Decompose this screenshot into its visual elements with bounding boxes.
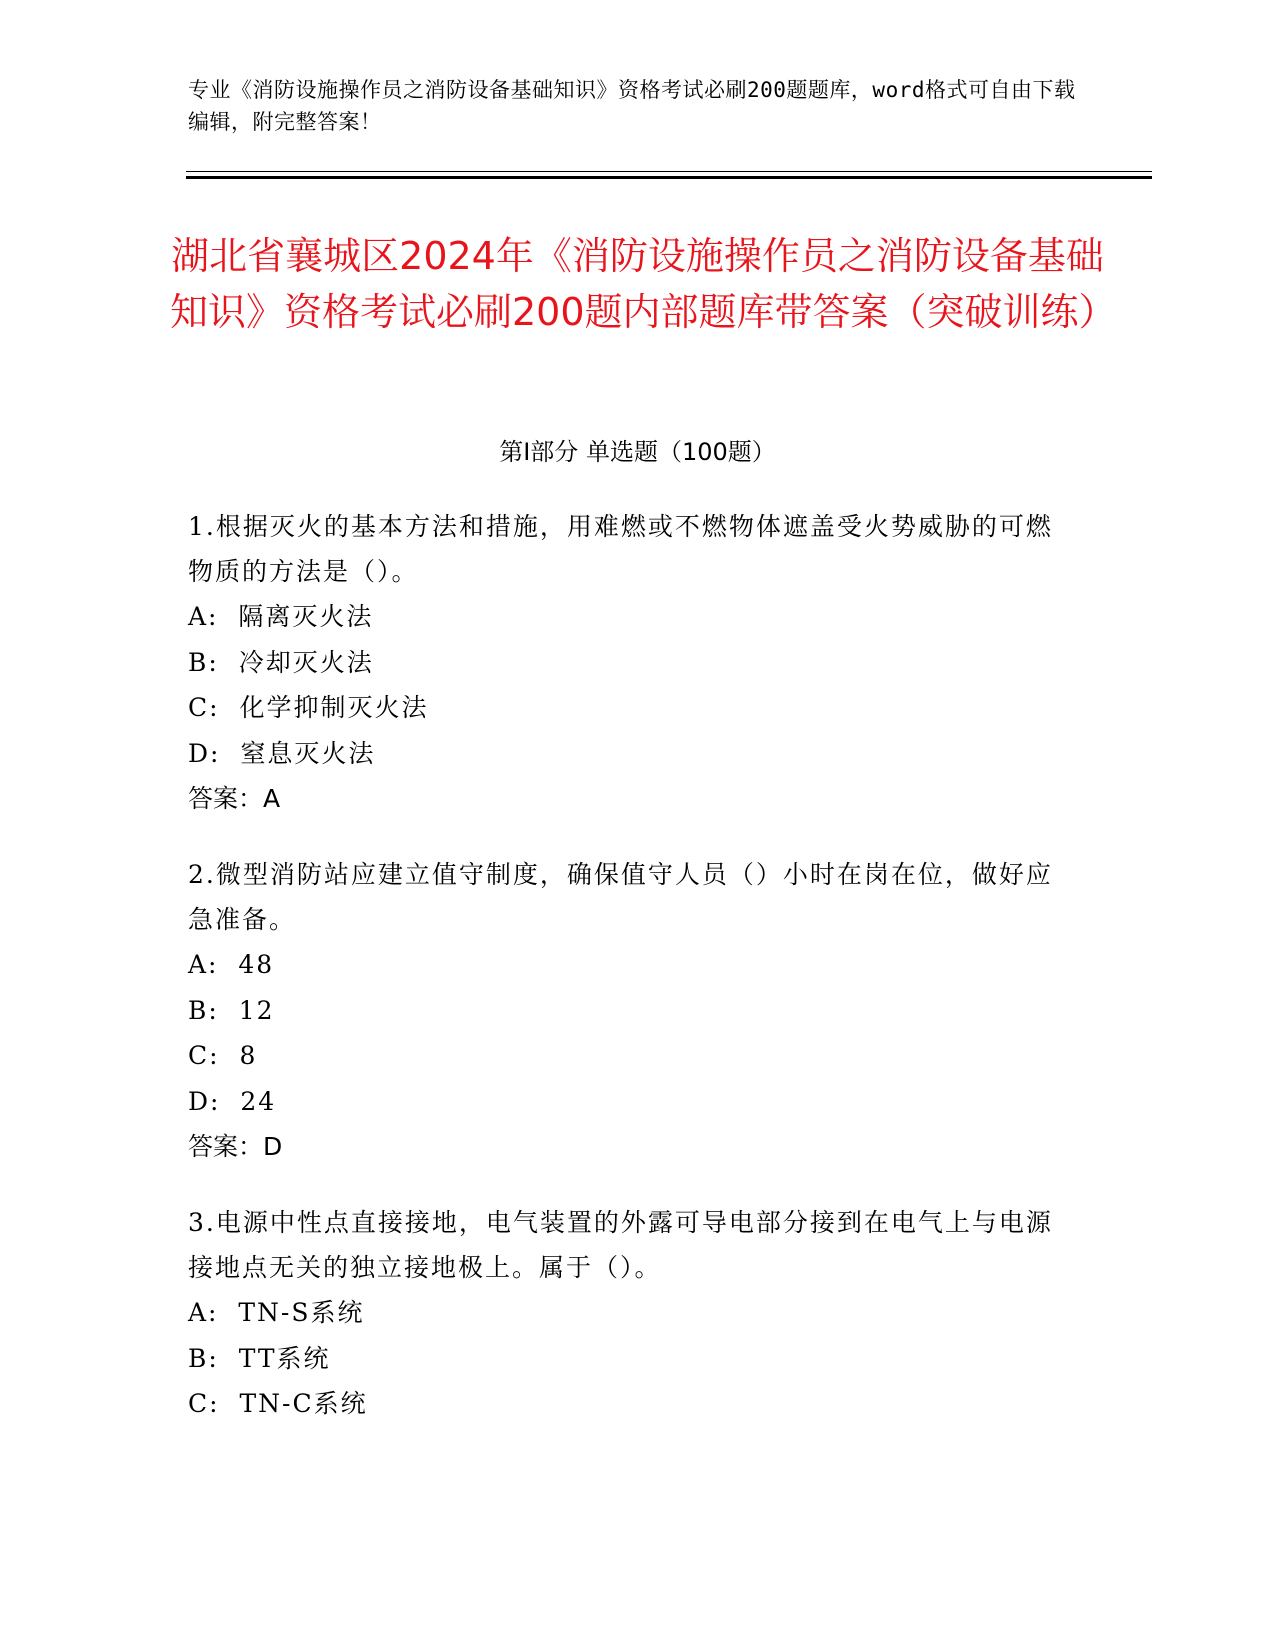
question-1 (188, 504, 1068, 821)
option-d: D: 24 (188, 1086, 277, 1116)
option-a: A: 隔离灭火法 (188, 602, 374, 631)
answer-label: 答案：D (188, 1132, 283, 1161)
header-rule-thin (186, 171, 1152, 172)
header-note: 专业《消防设施操作员之消防设备基础知识》资格考试必刷200题题库，word格式可自由下载编辑，附完整答案！ (188, 78, 1076, 134)
option-b: B: 冷却灭火法 (188, 647, 374, 677)
answer-label: 答案：A (188, 784, 281, 813)
question-text: 3.电源中性点直接接地，电气装置的外露可导电部分接到在电气上与电源接地点无关的独立接地极上。属于（）。 (188, 1208, 1053, 1282)
option-a: A: 48 (188, 950, 275, 979)
option-c: C: 8 (188, 1041, 258, 1070)
question-text: 2.微型消防站应建立值守制度，确保值守人员（）小时在岗在位，做好应急准备。 (188, 860, 1053, 934)
header-rule-thick (186, 176, 1152, 179)
option-c: C: TN-C系统 (188, 1389, 368, 1418)
option-c: C: 化学抑制灭火法 (188, 693, 429, 722)
question-2 (188, 852, 1068, 1169)
option-d: D: 窒息灭火法 (188, 738, 376, 768)
question-text: 1.根据灭火的基本方法和措施，用难燃或不燃物体遮盖受火势威胁的可燃物质的方法是（）。 (188, 512, 1053, 586)
option-b: B: 12 (188, 995, 275, 1025)
section-title: 第Ⅰ部分 单选题（100题） (499, 438, 776, 466)
option-a: A: TN-S系统 (188, 1298, 365, 1327)
question-3 (188, 1200, 1068, 1427)
option-b: B: TT系统 (188, 1343, 331, 1373)
document-title: 湖北省襄城区2024年《消防设施操作员之消防设备基础知识》资格考试必刷200题内部题库带答案（突破训练） (170, 234, 1117, 334)
